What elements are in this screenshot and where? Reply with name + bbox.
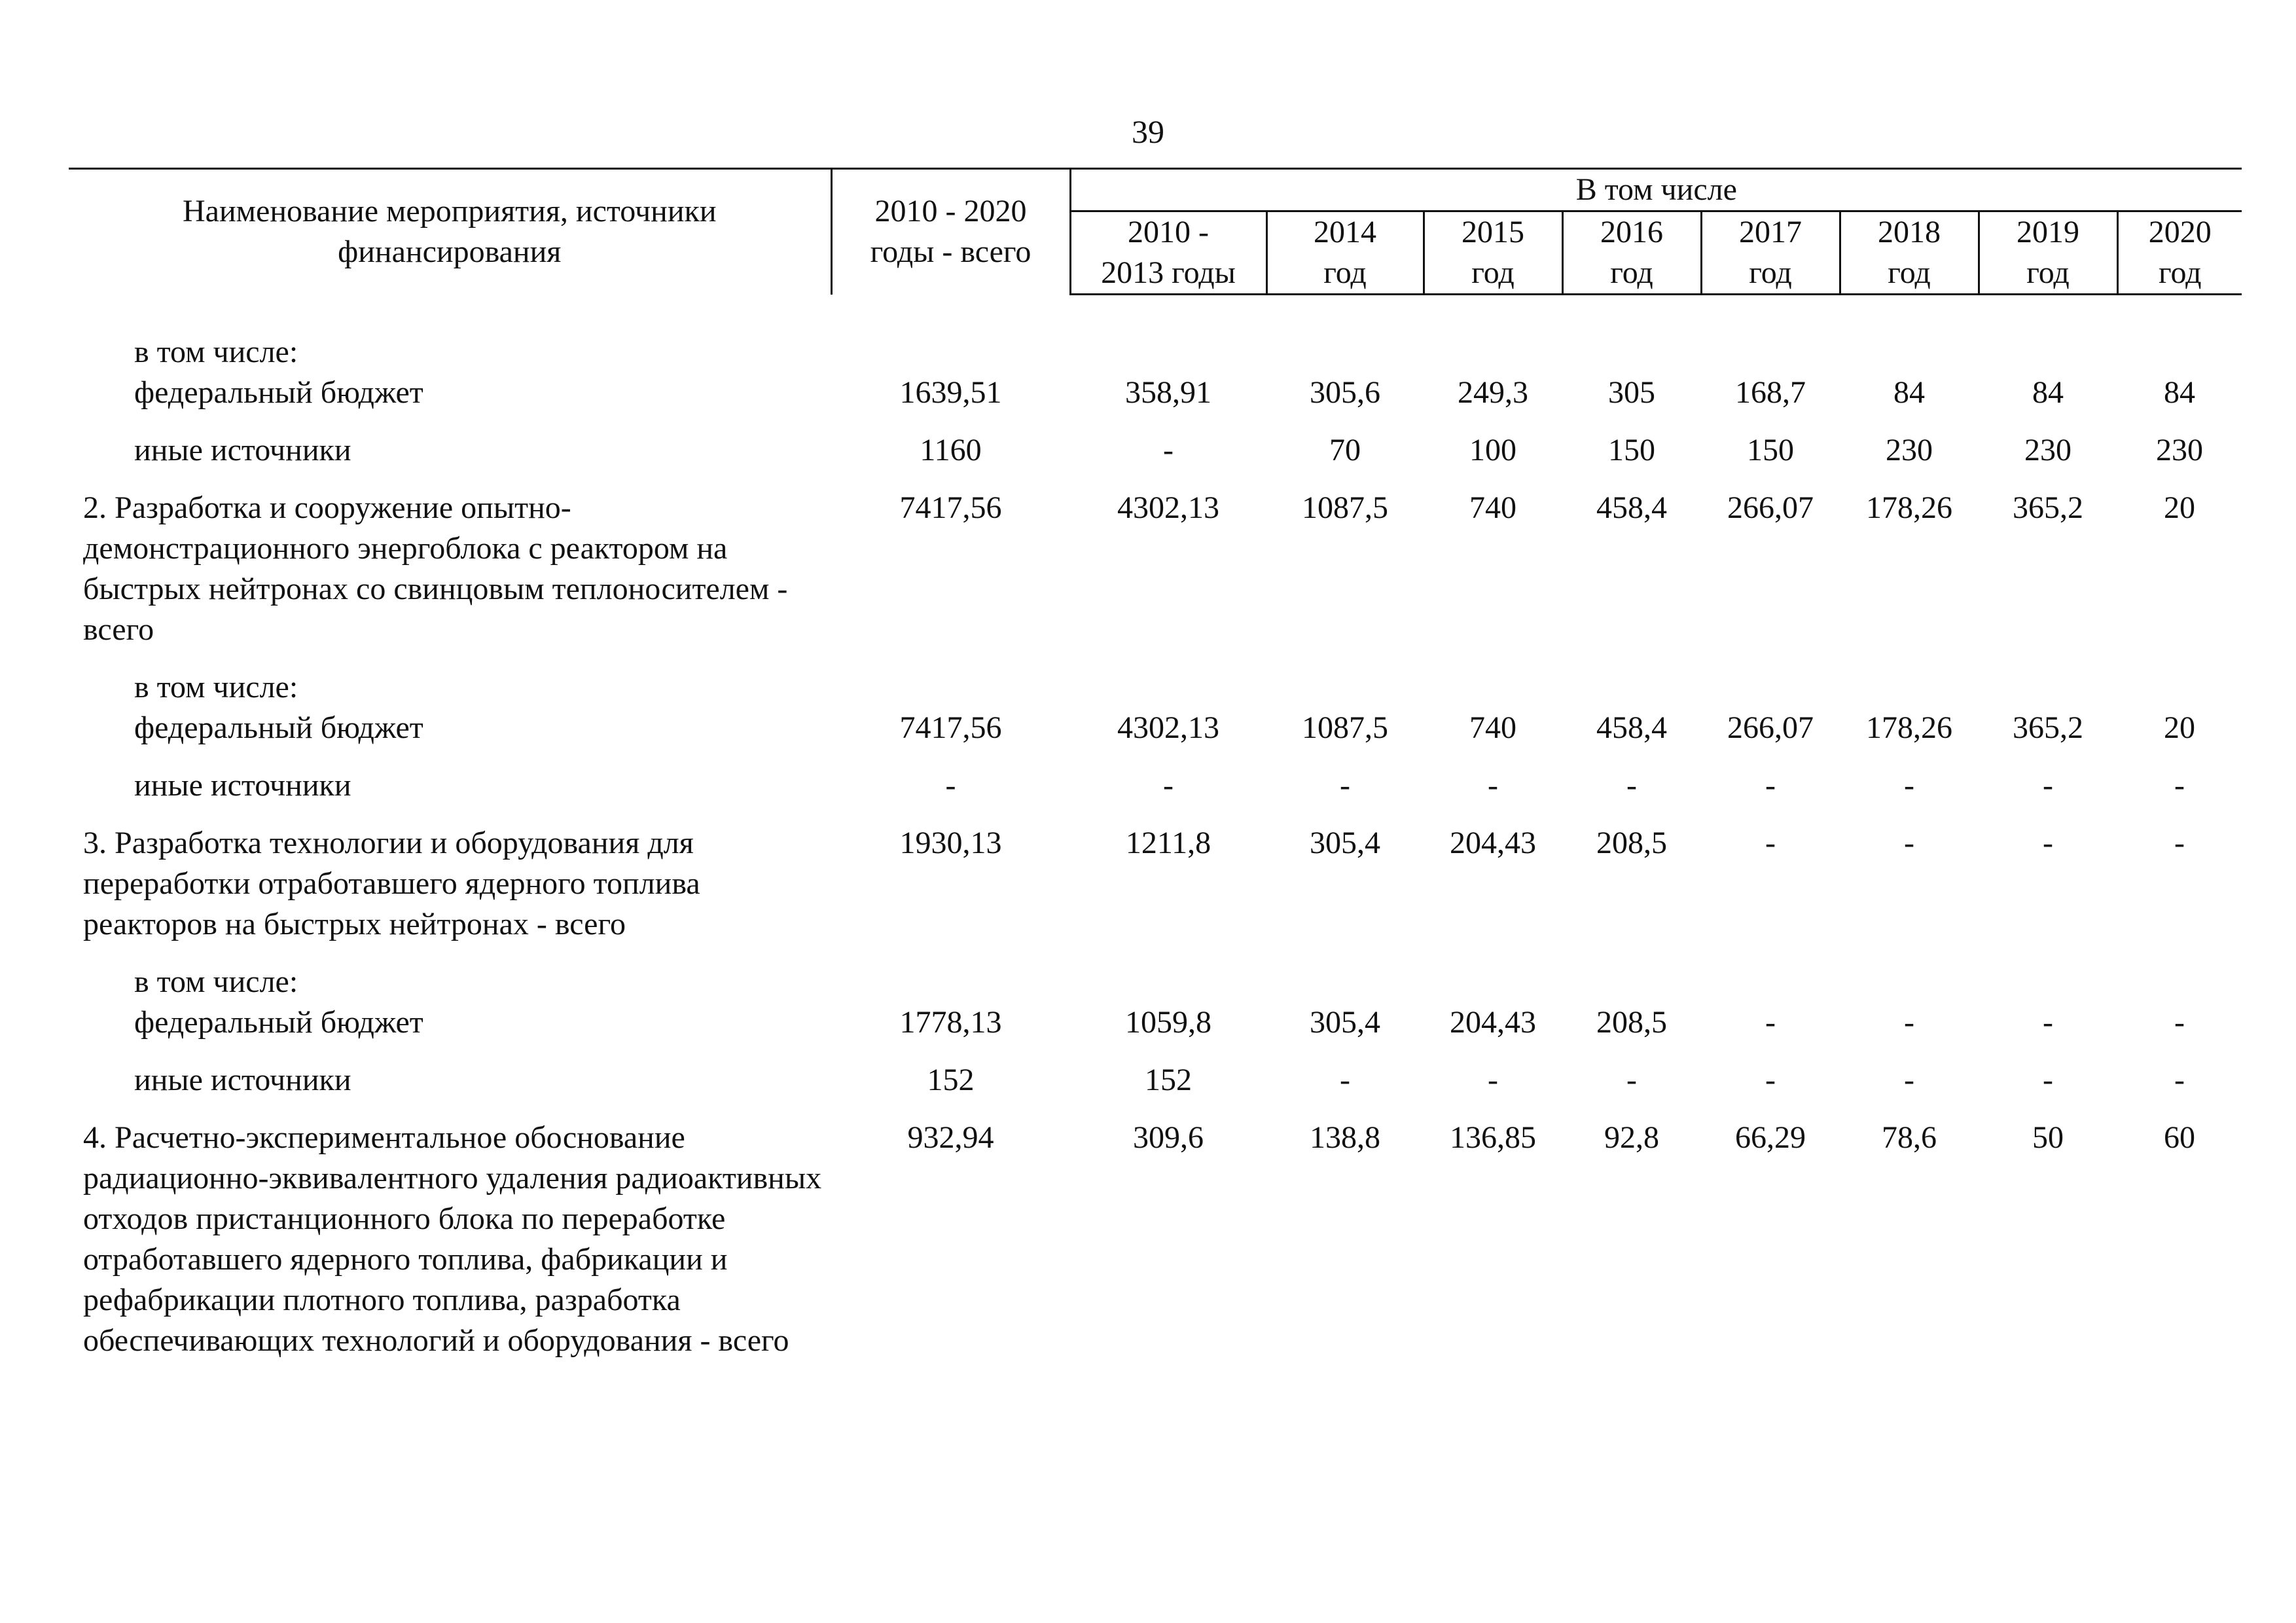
- row-value: -: [1765, 826, 1776, 860]
- row-label: 2. Разработка и сооружение опытно-демонстрационного энергоблока с реактором на быстрых нейтронах со свинцовым теплоносителем - всего: [83, 490, 788, 647]
- row-label: федеральный бюджет: [134, 710, 423, 745]
- row-value: [1840, 650, 1979, 708]
- row-value: 70: [1329, 433, 1361, 467]
- row-value: -: [2043, 768, 2053, 803]
- table-row: [69, 1002, 2242, 1043]
- row-value: 50: [2032, 1120, 2064, 1155]
- row-value: 305,4: [1310, 1005, 1380, 1040]
- row-value: 4302,13: [1117, 710, 1219, 745]
- header-year-6: [1979, 211, 2117, 295]
- row-value: 305: [1608, 375, 1655, 410]
- header-year-top: 2020: [2148, 215, 2212, 249]
- row-value: [1266, 650, 1424, 708]
- row-value: [1562, 650, 1701, 708]
- row-value: [1840, 945, 1979, 1002]
- row-value: [1979, 332, 2117, 373]
- row-value: 178,26: [1866, 710, 1952, 745]
- row-value: 204,43: [1450, 826, 1536, 860]
- table-row: [69, 748, 2242, 806]
- row-value: 84: [1893, 375, 1925, 410]
- row-value: [2117, 650, 2242, 708]
- header-year-2: [1424, 211, 1562, 295]
- row-value: 365,2: [2013, 490, 2083, 525]
- row-value: 60: [2164, 1120, 2196, 1155]
- row-value: -: [2174, 1063, 2185, 1097]
- row-value: [831, 332, 1070, 373]
- row-value: 20: [2164, 490, 2196, 525]
- header-year-0: [1070, 211, 1266, 295]
- row-label: федеральный бюджет: [134, 1005, 423, 1040]
- row-value: [1424, 332, 1562, 373]
- header-year-top: 2010 -: [1128, 215, 1209, 249]
- row-value: 458,4: [1596, 710, 1667, 745]
- page-number: 39: [1132, 113, 1164, 150]
- header-group-label: В том числе: [1070, 169, 2242, 211]
- row-value: [1424, 650, 1562, 708]
- table-row: [69, 373, 2242, 413]
- row-value: 1087,5: [1302, 710, 1388, 745]
- row-value: 7417,56: [899, 490, 1002, 525]
- header-year-bottom: год: [1610, 255, 1653, 290]
- row-label: 4. Расчетно-экспериментальное обоснование радиационно-эквивалентного удаления радиоактивных отходов пристанционного блока по переработке отработавшего ядерного топлива, фабрикации и рефабрикации плотного топлива, разработка обеспечивающих технологий и оборудования - всего: [83, 1120, 822, 1358]
- row-label: в том числе:: [134, 670, 298, 704]
- row-value: -: [1765, 1063, 1776, 1097]
- row-value: 358,91: [1125, 375, 1211, 410]
- row-value: 266,07: [1727, 710, 1814, 745]
- row-value: [1979, 650, 2117, 708]
- row-value: 168,7: [1735, 375, 1806, 410]
- row-value: 249,3: [1458, 375, 1528, 410]
- row-value: [1701, 332, 1840, 373]
- row-value: 305,6: [1310, 375, 1380, 410]
- row-value: 1059,8: [1125, 1005, 1211, 1040]
- row-value: -: [1488, 768, 1498, 803]
- row-value: 208,5: [1596, 826, 1667, 860]
- row-value: -: [1904, 1063, 1914, 1097]
- row-value: [2117, 332, 2242, 373]
- row-value: -: [2043, 1005, 2053, 1040]
- row-value: 230: [2156, 433, 2204, 467]
- header-name-column: Наименование мероприятия, источники финансирования: [69, 169, 831, 295]
- row-value: 138,8: [1310, 1120, 1380, 1155]
- header-year-top: 2019: [2017, 215, 2079, 249]
- row-value: 78,6: [1882, 1120, 1937, 1155]
- row-value: 365,2: [2013, 710, 2083, 745]
- row-value: -: [2174, 1005, 2185, 1040]
- row-label: федеральный бюджет: [134, 375, 423, 410]
- row-value: [1562, 945, 1701, 1002]
- row-value: 4302,13: [1117, 490, 1219, 525]
- row-value: [1266, 945, 1424, 1002]
- row-value: -: [1904, 768, 1914, 803]
- row-value: 305,4: [1310, 826, 1380, 860]
- row-value: -: [1340, 768, 1350, 803]
- row-value: [831, 650, 1070, 708]
- row-value: -: [945, 768, 956, 803]
- row-value: 740: [1469, 490, 1516, 525]
- financing-table-wrapper: [69, 168, 2242, 1361]
- row-value: -: [1904, 1005, 1914, 1040]
- table-body: [69, 295, 2242, 1362]
- header-year-bottom: 2013 годы: [1101, 255, 1236, 290]
- row-value: 932,94: [907, 1120, 994, 1155]
- row-value: 458,4: [1596, 490, 1667, 525]
- row-value: -: [1340, 1063, 1350, 1097]
- table-row: [69, 945, 2242, 1002]
- row-value: 204,43: [1450, 1005, 1536, 1040]
- header-year-bottom: год: [1471, 255, 1515, 290]
- row-value: 1930,13: [899, 826, 1002, 860]
- row-value: 20: [2164, 710, 2196, 745]
- row-value: [1979, 945, 2117, 1002]
- table-row: [69, 413, 2242, 471]
- row-value: [1840, 332, 1979, 373]
- row-value: 208,5: [1596, 1005, 1667, 1040]
- row-value: 152: [927, 1063, 975, 1097]
- header-total-column: 2010 - 2020 годы - всего: [831, 169, 1070, 295]
- row-value: 84: [2032, 375, 2064, 410]
- row-value: 1639,51: [899, 375, 1002, 410]
- row-value: -: [1163, 433, 1174, 467]
- row-value: 230: [2024, 433, 2072, 467]
- row-value: 1778,13: [899, 1005, 1002, 1040]
- financing-table: [69, 168, 2242, 1361]
- row-value: 92,8: [1604, 1120, 1659, 1155]
- header-year-top: 2015: [1462, 215, 1524, 249]
- row-value: 230: [1886, 433, 1933, 467]
- row-value: [1562, 332, 1701, 373]
- row-value: [2117, 945, 2242, 1002]
- header-year-bottom: год: [2159, 255, 2202, 290]
- row-value: -: [1626, 1063, 1637, 1097]
- row-value: 100: [1469, 433, 1516, 467]
- row-value: 150: [1608, 433, 1655, 467]
- row-value: -: [2043, 826, 2053, 860]
- row-value: -: [1765, 768, 1776, 803]
- row-value: 66,29: [1735, 1120, 1806, 1155]
- header-year-1: [1266, 211, 1424, 295]
- row-value: [1070, 332, 1266, 373]
- table-row: [69, 708, 2242, 748]
- header-year-top: 2017: [1739, 215, 1802, 249]
- header-year-top: 2016: [1600, 215, 1663, 249]
- row-value: -: [2174, 768, 2185, 803]
- row-label: в том числе:: [134, 335, 298, 369]
- row-label: иные источники: [134, 1063, 351, 1097]
- row-label: в том числе:: [134, 964, 298, 999]
- row-value: -: [2043, 1063, 2053, 1097]
- row-value: 136,85: [1450, 1120, 1536, 1155]
- header-year-7: [2117, 211, 2242, 295]
- header-year-bottom: год: [2026, 255, 2070, 290]
- row-value: -: [1904, 826, 1914, 860]
- row-value: [831, 945, 1070, 1002]
- row-value: [1070, 945, 1266, 1002]
- row-value: 84: [2164, 375, 2196, 410]
- row-value: [1070, 650, 1266, 708]
- header-year-bottom: год: [1323, 255, 1367, 290]
- header-year-5: [1840, 211, 1979, 295]
- table-row: [69, 806, 2242, 945]
- table-row: [69, 471, 2242, 650]
- row-value: 7417,56: [899, 710, 1002, 745]
- row-value: 1211,8: [1125, 826, 1211, 860]
- row-value: 1160: [920, 433, 982, 467]
- row-value: -: [1765, 1005, 1776, 1040]
- row-value: [1701, 945, 1840, 1002]
- row-value: 152: [1145, 1063, 1192, 1097]
- table-row: [69, 650, 2242, 708]
- row-label: иные источники: [134, 433, 351, 467]
- row-value: [1266, 332, 1424, 373]
- row-value: 266,07: [1727, 490, 1814, 525]
- header-year-top: 2018: [1878, 215, 1941, 249]
- header-year-4: [1701, 211, 1840, 295]
- row-value: 740: [1469, 710, 1516, 745]
- row-value: -: [1163, 768, 1174, 803]
- table-row: [69, 332, 2242, 373]
- row-value: -: [2174, 826, 2185, 860]
- row-value: 150: [1747, 433, 1794, 467]
- row-value: [1424, 945, 1562, 1002]
- row-value: 1087,5: [1302, 490, 1388, 525]
- row-value: 178,26: [1866, 490, 1952, 525]
- row-value: 309,6: [1133, 1120, 1204, 1155]
- header-year-top: 2014: [1314, 215, 1376, 249]
- table-row: [69, 1043, 2242, 1101]
- row-label: 3. Разработка технологии и оборудования для переработки отработавшего ядерного топлива реакторов на быстрых нейтронах - всего: [83, 826, 700, 941]
- row-value: -: [1626, 768, 1637, 803]
- header-year-3: [1562, 211, 1701, 295]
- header-year-bottom: год: [1888, 255, 1931, 290]
- row-value: [1701, 650, 1840, 708]
- row-label: иные источники: [134, 768, 351, 803]
- row-value: -: [1488, 1063, 1498, 1097]
- table-row: [69, 1101, 2242, 1361]
- header-year-bottom: год: [1749, 255, 1792, 290]
